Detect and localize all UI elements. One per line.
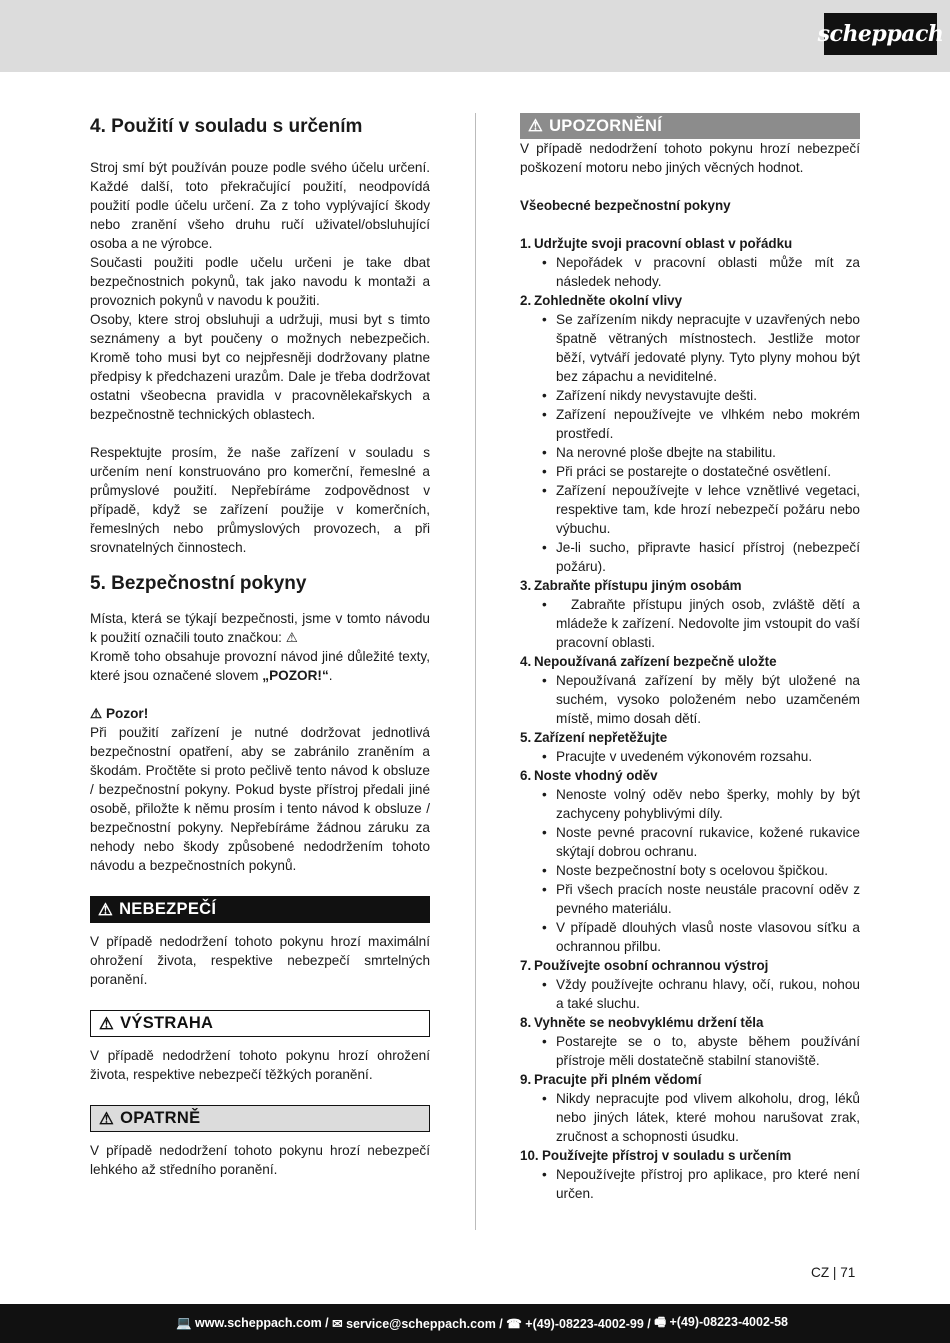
phone-number: ☎ +(49)-08223-4002-99 /	[506, 1317, 655, 1331]
email-link[interactable]: ✉ service@scheppach.com /	[332, 1317, 507, 1331]
bullet-item: • Nepořádek v pracovní oblasti může mít za následek nehody.	[542, 253, 860, 291]
notice-label: UPOZORNĚNÍ	[549, 116, 663, 135]
safety-list	[520, 234, 864, 1203]
section-4-paragraph-3: Osoby, ktere stroj obsluhuji a udržuji, musi byt s timto seznámeny a byt poučeny o možnych nebezpečich. Kromě toho musi byt co nejpřesněji dodržovany platne předpisy k předchazeni urazům. Dale je třeba dodržovat ostatni všeobecna pravidla v pracovnělekařskych a bezpečnostně technických oblastech.	[90, 312, 430, 422]
danger-text: V případě nedodržení tohoto pokynu hrozí maximální ohrožení života, respektive nebezpečí smrtelných poranění.	[90, 934, 430, 987]
item-title: Nepoužívaná zařízení bezpečně uložte	[534, 654, 777, 669]
bullet-item: • V případě dlouhých vlasů noste vlasovou síťku a ochrannou přilbu.	[542, 918, 860, 956]
warning-text: V případě nedodržení tohoto pokynu hrozí ohrožení života, respektive nebezpečí těžkých poranění.	[90, 1048, 430, 1082]
bullet-list	[520, 1032, 864, 1070]
bullet-list	[520, 975, 864, 1013]
item-number: 7.	[520, 958, 532, 973]
safety-item-heading	[520, 652, 860, 671]
safety-item-heading	[520, 1070, 860, 1089]
notice-text: V případě nedodržení tohoto pokynu hrozí nebezpečí poškození motoru nebo jiných věcných hodnot.	[520, 141, 860, 175]
left-column	[90, 114, 430, 1179]
bullet-item: • Nepoužívejte přístroj pro aplikace, pro které není určen.	[542, 1165, 860, 1203]
warning-triangle-icon: ⚠	[98, 900, 114, 919]
safety-item-heading	[520, 766, 860, 785]
item-title: Používejte přístroj v souladu s určením	[542, 1148, 792, 1163]
item-title: Zařízení nepřetěžujte	[534, 730, 668, 745]
item-number: 10.	[520, 1148, 539, 1163]
bullet-item: • Při všech pracích noste neustále pracovní oděv z pevného materiálu.	[542, 880, 860, 918]
period: .	[328, 668, 333, 683]
section-5-title: 5. Bezpečnostní pokyny	[90, 573, 307, 594]
bullet-item: • Nenoste volný oděv nebo šperky, mohly by být zachyceny pohyblivými díly.	[542, 785, 860, 823]
item-title: Používejte osobní ochrannou výstroj	[534, 958, 769, 973]
pozor-heading: ⚠ Pozor!	[90, 706, 149, 721]
bullet-item: • Nepoužívaná zařízení by měly být uložené na suchém, vysoko položeném nebo uzamčeném místě, mimo dosah dětí.	[542, 671, 860, 728]
bullet-item: • Noste bezpečnostní boty s ocelovou špičkou.	[542, 861, 860, 880]
section-4-paragraph-4: Respektujte prosím, že naše zařízení v souladu s určením není konstruováno pro komerční, řemeslné a průmyslové použití. Nepřebíráme zodpovědnost v případě, když se zařízení použije v komerčních, řemeslných nebo průmyslových provozech, a při srovnatelných činnostech.	[90, 445, 430, 555]
bullet-item: • Pracujte v uvedeném výkonovém rozsahu.	[542, 747, 860, 766]
bullet-list	[520, 785, 864, 956]
safety-item-heading	[520, 576, 860, 595]
bullet-item: • Vždy používejte ochranu hlavy, očí, rukou, nohou a také sluchu.	[542, 975, 860, 1013]
section-5-paragraph-2	[90, 647, 430, 685]
safety-item-heading	[520, 956, 860, 975]
item-title: Pracujte při plném vědomí	[534, 1072, 702, 1087]
bullet-list	[520, 595, 864, 652]
section-5-paragraph-1: Místa, která se týkají bezpečnosti, jsme v tomto návodu k použití označili touto značkou: ⚠	[90, 611, 430, 645]
item-number: 3.	[520, 578, 532, 593]
item-number: 1.	[520, 236, 532, 251]
bullet-list	[520, 1089, 864, 1146]
footer-bar	[0, 1304, 950, 1343]
caution-box	[90, 1105, 430, 1132]
general-safety-heading: Všeobecné bezpečnostní pokyny	[520, 198, 731, 213]
item-number: 2.	[520, 293, 532, 308]
bullet-item: • Postarejte se o to, abyste během používání přístroje měli dostatečně stabilní stanoviště.	[542, 1032, 860, 1070]
notice-box	[520, 113, 860, 139]
bullet-list	[520, 310, 864, 576]
warning-triangle-icon: ⚠	[99, 1109, 115, 1128]
danger-label: NEBEZPEČÍ	[119, 900, 217, 918]
safety-item-heading	[520, 291, 860, 310]
brand-logo: scheppach	[824, 13, 937, 55]
item-number: 9.	[520, 1072, 532, 1087]
bullet-item: • Zařízení nepoužívejte ve vlhkém nebo mokrém prostředí.	[542, 405, 860, 443]
warning-triangle-icon: ⚠	[528, 117, 544, 135]
section-4-paragraph-1: Stroj smí být používán pouze podle svého účelu určení. Každé další, toto překračující použití, neodpovídá použití podle účelu určení. Za z toho vyplývající škody nebo zranění všeho druhu ručí uživatel/obsluhující osoba a ne výrobce.	[90, 160, 430, 251]
warning-label: VÝSTRAHA	[120, 1014, 214, 1032]
bullet-item: • Zařízení nepoužívejte v lehce vznětlivé vegetaci, respektive tam, kde hrozí nebezpečí požáru nebo výbuchu.	[542, 481, 860, 538]
bullet-item: • Je-li sucho, připravte hasicí přístroj (nebezpečí požáru).	[542, 538, 860, 576]
safety-item-heading	[520, 1146, 860, 1165]
bullet-list	[520, 253, 864, 291]
item-number: 6.	[520, 768, 532, 783]
bullet-list	[520, 671, 864, 728]
fax-number: 🖷 +(49)-08223-4002-58	[654, 1315, 788, 1329]
item-title: Noste vhodný oděv	[534, 768, 658, 783]
item-title: Zabraňte přístupu jiným osobám	[534, 578, 742, 593]
section-4-paragraph-2: Současti použiti podle učelu určeni je take dbat bezpečnostnich pokynů, tak jako navodu k montaži a provoznich pokynů v navodu k použiti.	[90, 255, 430, 308]
item-title: Vyhněte se neobvyklému držení těla	[534, 1015, 764, 1030]
bullet-item: • Se zařízením nikdy nepracujte v uzavřených nebo špatně větraných místnostech. Jestliže motor běží, vytváří jedovaté plyny. Tyto plyny mohou být bez zápachu a neviditelné.	[542, 310, 860, 386]
section-4-title: 4. Použití v souladu s určením	[90, 116, 363, 137]
safety-item-heading	[520, 1013, 860, 1032]
bullet-item: • Při práci se postarejte o dostatečné osvětlení.	[542, 462, 860, 481]
item-title: Zohledněte okolní vlivy	[534, 293, 683, 308]
item-number: 8.	[520, 1015, 532, 1030]
pozor-body: Při použití zařízení je nutné dodržovat jednotlivá bezpečnostní opatření, aby se zabránilo zraněním a škodám. Pročtěte si proto pečlivě tento návod k obsluze / bezpečnostní pokyny. Pokud byste přístroj předali jiné osobě, přiložte k němu prosím i tento návod k obsluze / bezpečnostní pokyny. Nepřebíráme žádnou záruku za nehody nebo škody způsobené nedodržením tohoto návodu a bezpečnostních pokynů.	[90, 725, 430, 873]
section-5-text: Kromě toho obsahuje provozní návod jiné důležité texty, které jsou označené slovem	[90, 649, 430, 683]
bullet-item: • Zabraňte přístupu jiných osob, zvláště dětí a mládeže k zařízení. Nedovolte jim vstoupit do vaší pracovní oblasti.	[542, 595, 860, 652]
right-column	[520, 113, 864, 1203]
header-band	[0, 0, 950, 72]
bullet-item: • Zařízení nikdy nevystavujte dešti.	[542, 386, 860, 405]
page-number: CZ | 71	[811, 1265, 856, 1280]
item-number: 5.	[520, 730, 532, 745]
safety-item-heading	[520, 234, 860, 253]
bullet-item: • Nikdy nepracujte pod vlivem alkoholu, drog, léků nebo jiných látek, které mohou narušovat zrak, zručnost a schopnosti úsudku.	[542, 1089, 860, 1146]
column-divider	[475, 113, 476, 1230]
bullet-list	[520, 747, 860, 766]
warning-box	[90, 1010, 430, 1037]
item-title: Udržujte svoji pracovní oblast v pořádku	[534, 236, 793, 251]
bullet-item: • Na nerovné ploše dbejte na stabilitu.	[542, 443, 860, 462]
item-number: 4.	[520, 654, 532, 669]
caution-text: V případě nedodržení tohoto pokynu hrozí nebezpečí lehkého až středního poranění.	[90, 1143, 430, 1177]
bullet-list	[520, 1165, 864, 1203]
bullet-item: • Noste pevné pracovní rukavice, kožené rukavice skýtají dobrou ochranu.	[542, 823, 860, 861]
caution-label: OPATRNĚ	[120, 1109, 201, 1127]
safety-item-heading	[520, 728, 860, 747]
danger-box	[90, 896, 430, 923]
website-link[interactable]: 💻 www.scheppach.com /	[176, 1316, 333, 1330]
warning-triangle-icon: ⚠	[99, 1014, 115, 1033]
pozor-keyword: „POZOR!“	[262, 668, 329, 683]
